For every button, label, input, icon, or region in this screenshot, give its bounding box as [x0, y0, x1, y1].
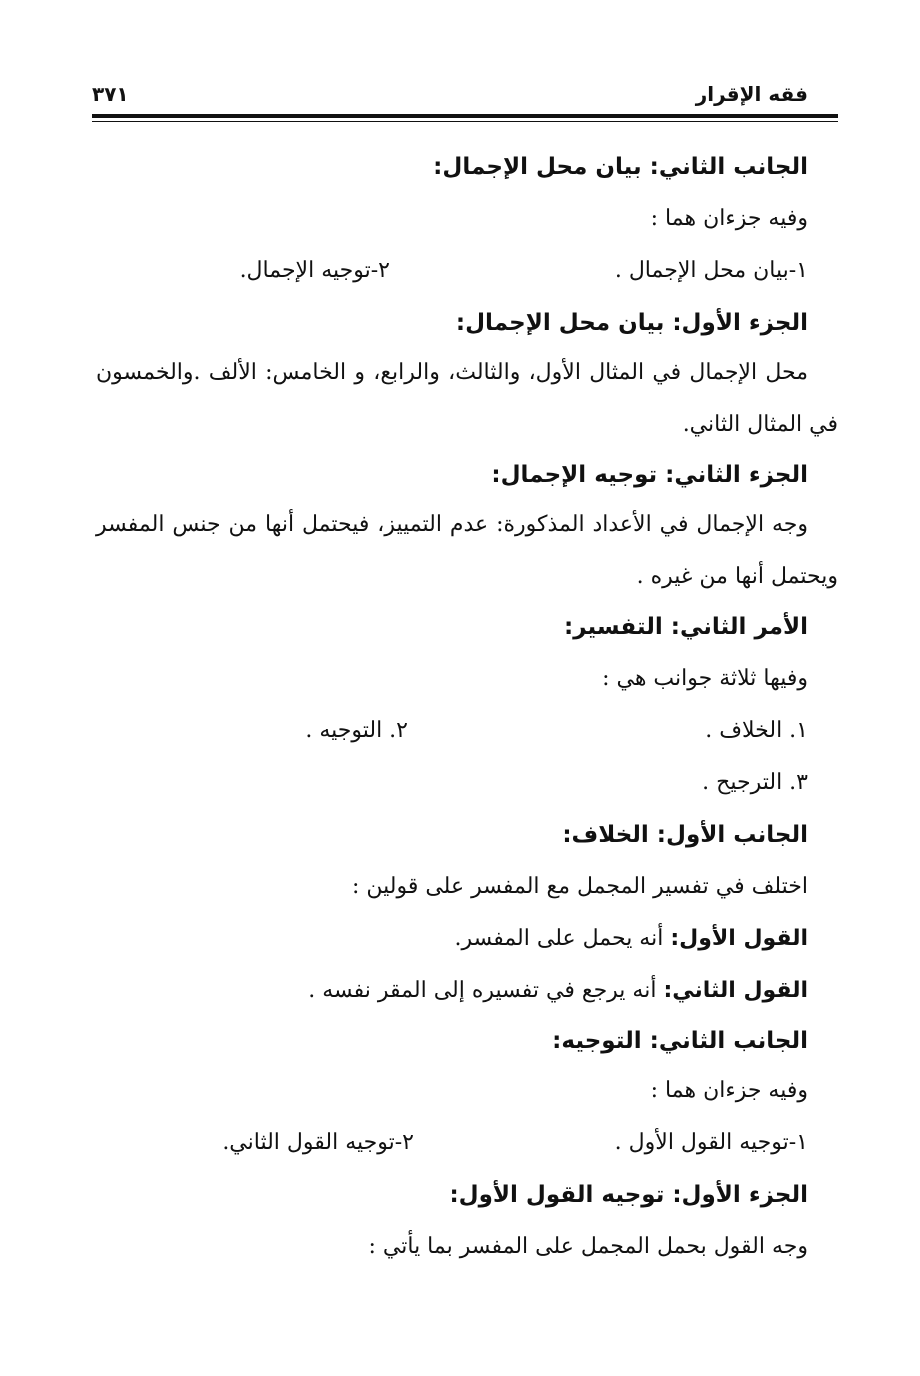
list-item: ١-توجيه القول الأول . [614, 1130, 808, 1155]
paragraph-line: وفيه جزءان هما : [650, 206, 808, 231]
paragraph-line: اختلف في تفسير المجمل مع المفسر على قولين : [351, 874, 808, 899]
paragraph-line [454, 924, 808, 954]
list-item: ٢. التوجيه . [305, 718, 408, 743]
list-item: ٢-توجيه الإجمال. [239, 258, 390, 283]
section-heading: الأمر الثاني: التفسير: [564, 614, 808, 640]
header-rule-thin [92, 121, 838, 122]
section-heading: الجزء الأول: بيان محل الإجمال: [455, 310, 808, 336]
paragraph-line: محل الإجمال في المثال الأول، والثالث، والرابع، و الخامس: الألف .والخمسون [96, 360, 808, 385]
paragraph-line: وجه الإجمال في الأعداد المذكورة: عدم التمييز، فيحتمل أنها من جنس المفسر [96, 512, 808, 537]
running-title: فقه الإقرار [695, 82, 808, 106]
section-heading: الجانب الثاني: التوجيه: [552, 1028, 808, 1054]
section-heading: الجزء الثاني: توجيه الإجمال: [491, 462, 808, 488]
paragraph-line: وفيها ثلاثة جوانب هي : [602, 666, 808, 691]
opinion-text: أنه يرجع في تفسيره إلى المقر نفسه . [308, 978, 664, 1003]
page-number: ٣٧١ [92, 82, 129, 106]
paragraph-line [308, 976, 808, 1006]
list-item: ١. الخلاف . [705, 718, 808, 743]
section-heading: الجانب الثاني: بيان محل الإجمال: [433, 154, 808, 180]
header-rule-thick [92, 114, 838, 118]
section-heading: الجزء الأول: توجيه القول الأول: [449, 1182, 808, 1208]
section-heading: الجانب الأول: الخلاف: [562, 822, 808, 848]
opinion-text: أنه يحمل على المفسر. [454, 926, 671, 951]
list-item: ٢-توجيه القول الثاني. [222, 1130, 414, 1155]
paragraph-line: وجه القول بحمل المجمل على المفسر بما يأتي : [368, 1234, 808, 1259]
list-item: ٣. الترجيح . [702, 770, 808, 795]
list-item: ١-بيان محل الإجمال . [614, 258, 808, 283]
paragraph-line: في المثال الثاني. [682, 412, 838, 437]
paragraph-line: ويحتمل أنها من غيره . [636, 564, 838, 589]
opinion-label: القول الأول: [670, 926, 808, 951]
opinion-label: القول الثاني: [663, 978, 808, 1003]
running-header [92, 82, 808, 110]
paragraph-line: وفيه جزءان هما : [650, 1078, 808, 1103]
